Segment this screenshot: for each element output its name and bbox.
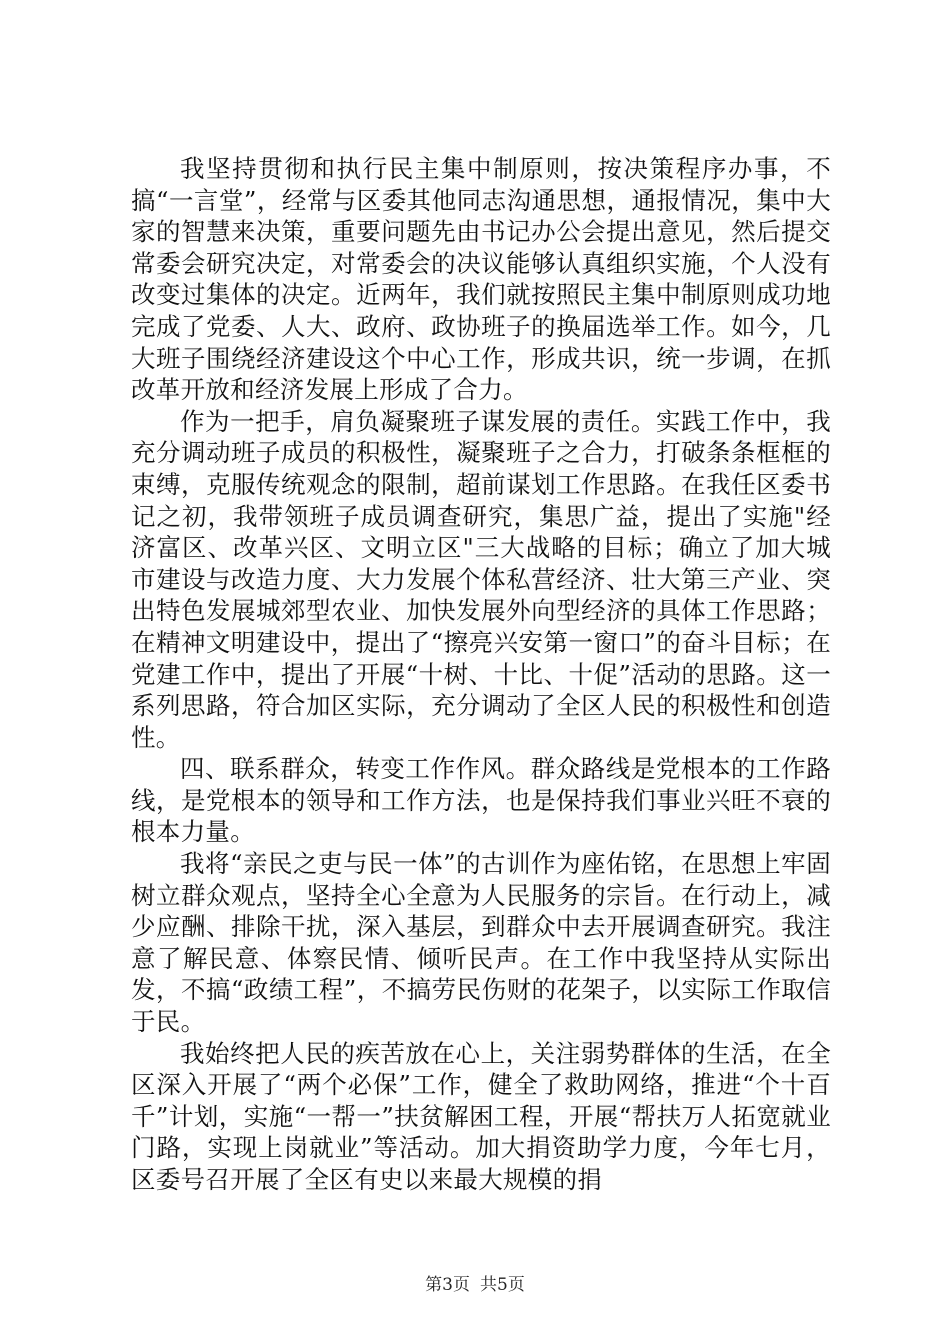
document-body — [131, 153, 831, 1196]
page-footer — [0, 1273, 950, 1297]
paragraph-section-four-heading: 四、联系群众，转变工作作风。群众路线是党根本的工作路线，是党根本的领导和工作方法，也是保持我们事业兴旺不衰的根本力量。 — [131, 754, 831, 847]
page-number-total: 共5页 — [480, 1275, 525, 1295]
paragraph-mass-line: 我将“亲民之吏与民一体”的古训作为座佑铭，在思想上牢固树立群众观点，坚持全心全意为人民服务的宗旨。在行动上，减少应酬、排除干扰，深入基层，到群众中去开展调查研究。我注意了解民意、体察民情、倾听民声。在工作中我坚持从实际出发，不搞“政绩工程”，不搞劳民伤财的花架子，以实际工作取信于民。 — [131, 849, 831, 1037]
paragraph-leadership-responsibility: 作为一把手，肩负凝聚班子谋发展的责任。实践工作中，我充分调动班子成员的积极性，凝聚班子之合力，打破条条框框的束缚，克服传统观念的限制，超前谋划工作思路。在我任区委书记之初，我带领班子成员调查研究，集思广益，提出了实施"经济富区、改革兴区、文明立区"三大战略的目标；确立了加大城市建设与改造力度、大力发展个体私营经济、壮大第三产业、突出特色发展城郊型农业、加快发展外向型经济的具体工作思路；在精神文明建设中，提出了“擦亮兴安第一窗口”的奋斗目标；在党建工作中，提出了开展“十树、十比、十促”活动的思路。这一系列思路，符合加区实际，充分调动了全区人民的积极性和创造性。 — [131, 406, 831, 752]
page-number-current: 第3页 — [425, 1275, 470, 1295]
paragraph-democratic-centralism: 我坚持贯彻和执行民主集中制原则，按决策程序办事，不搞“一言堂”，经常与区委其他同志沟通思想，通报情况，集中大家的智慧来决策，重要问题先由书记办公会提出意见，然后提交常委会研究决定，对常委会的决议能够认真组织实施，个人没有改变过集体的决定。近两年，我们就按照民主集中制原则成功地完成了党委、人大、政府、政协班子的换届选举工作。如今，几大班子围绕经济建设这个中心工作，形成共识，统一步调，在抓改革开放和经济发展上形成了合力。 — [131, 154, 831, 405]
paragraph-people-welfare: 我始终把人民的疾苦放在心上，关注弱势群体的生活，在全区深入开展了“两个必保”工作，健全了救助网络，推进“个十百千”计划，实施“一帮一”扶贫解困工程，开展“帮扶万人拓宽就业门路，实现上岗就业”等活动。加大捐资助学力度，今年七月，区委号召开展了全区有史以来最大规模的捐 — [131, 1038, 831, 1194]
